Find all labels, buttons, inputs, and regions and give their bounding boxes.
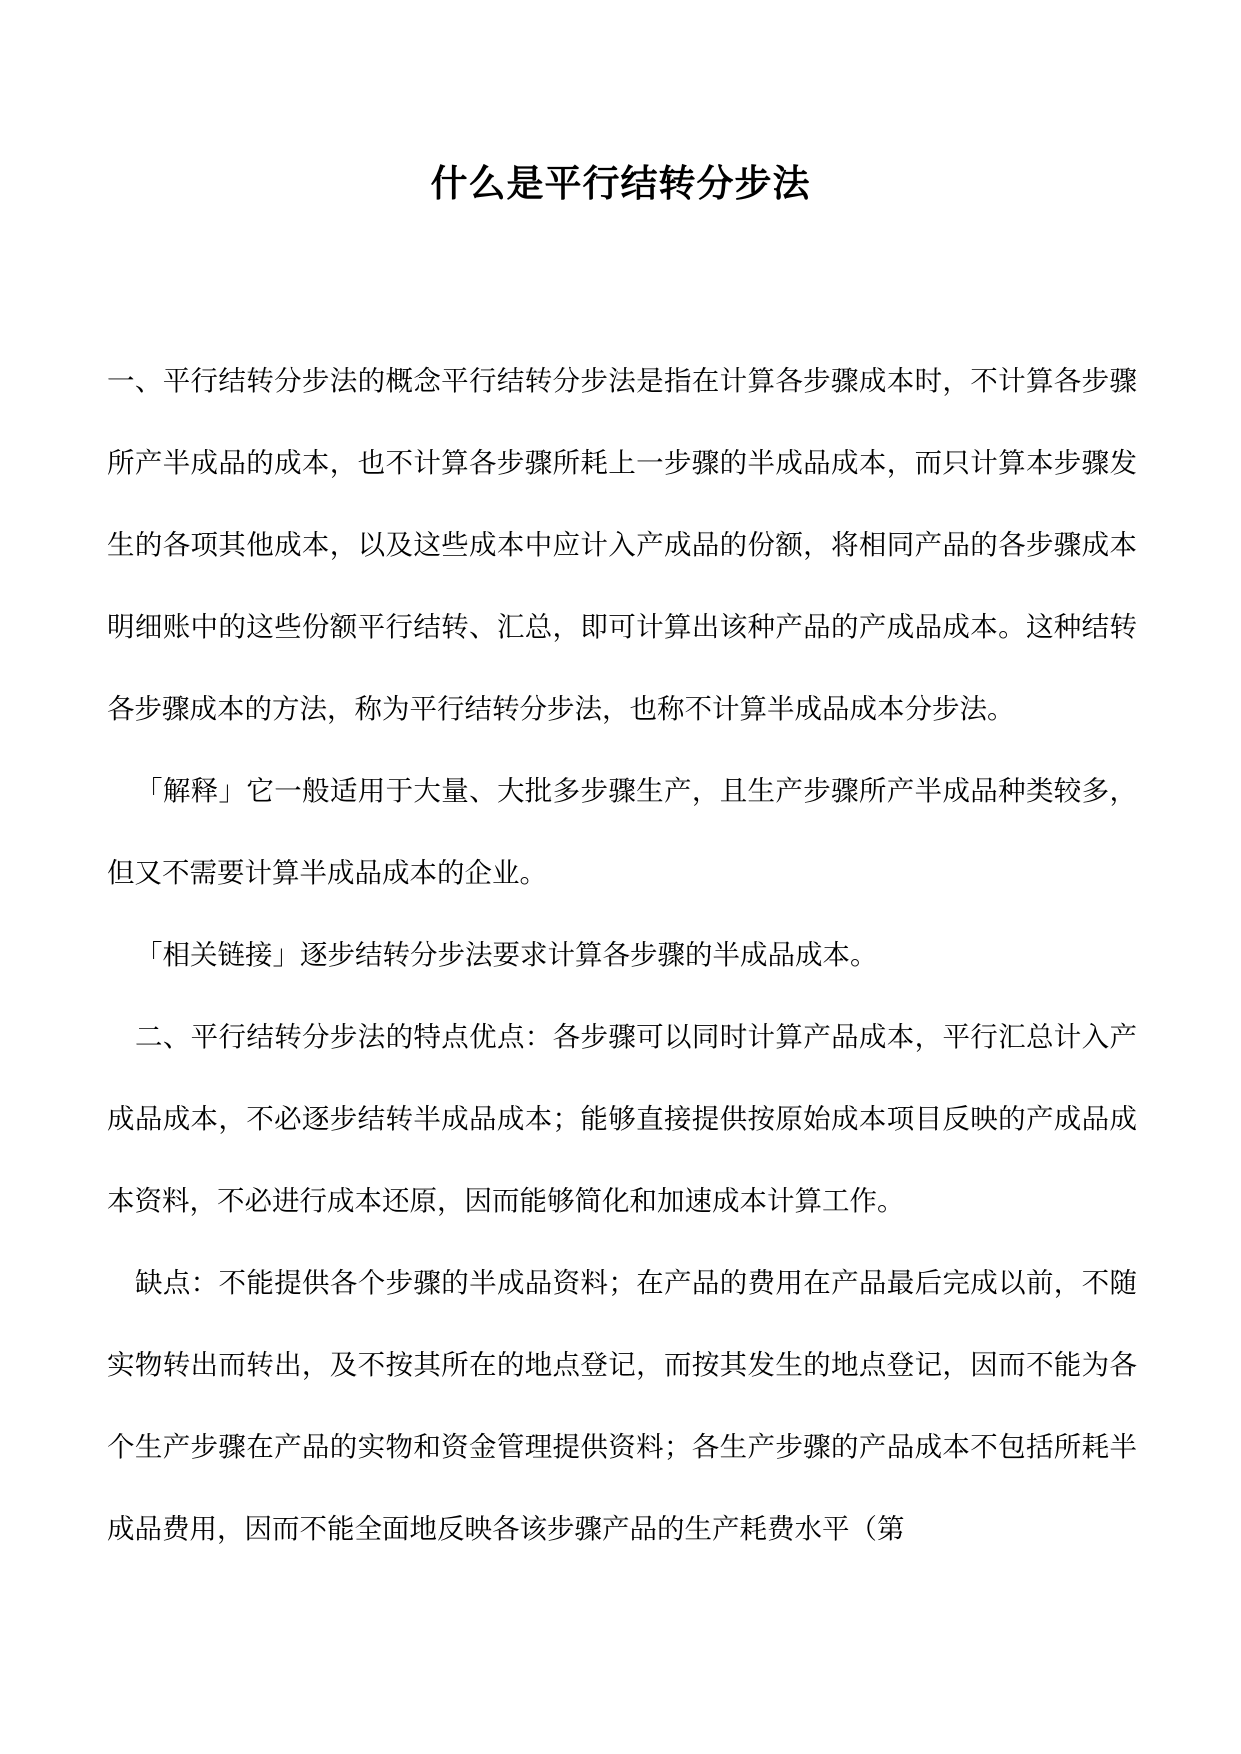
document-body (107, 340, 1137, 1570)
paragraph-explanation: 「解释」它一般适用于大量、大批多步骤生产，且生产步骤所产半成品种类较多，但又不需要计算半成品成本的企业。 (107, 775, 1137, 889)
document-title: 什么是平行结转分步法 (430, 161, 811, 205)
paragraph-disadvantages: 缺点：不能提供各个步骤的半成品资料；在产品的费用在产品最后完成以前，不随实物转出而转出，及不按其所在的地点登记，而按其发生的地点登记，因而不能为各个生产步骤在产品的实物和资金管理提供资料；各生产步骤的产品成本不包括所耗半成品费用，因而不能全面地反映各该步骤产品的生产耗费水平（第 (107, 1267, 1137, 1545)
paragraph-related-link: 「相关链接」逐步结转分步法要求计算各步骤的半成品成本。 (135, 939, 878, 971)
paragraph-features-advantages: 二、平行结转分步法的特点优点：各步骤可以同时计算产品成本，平行汇总计入产成品成本，不必逐步结转半成品成本；能够直接提供按原始成本项目反映的产成品成本资料，不必进行成本还原，因而能够简化和加速成本计算工作。 (107, 1021, 1137, 1217)
paragraph-concept: 一、平行结转分步法的概念平行结转分步法是指在计算各步骤成本时，不计算各步骤所产半成品的成本，也不计算各步骤所耗上一步骤的半成品成本，而只计算本步骤发生的各项其他成本，以及这些成本中应计入产成品的份额，将相同产品的各步骤成本明细账中的这些份额平行结转、汇总，即可计算出该种产品的产成品成本。这种结转各步骤成本的方法，称为平行结转分步法，也称不计算半成品成本分步法。 (107, 365, 1137, 725)
